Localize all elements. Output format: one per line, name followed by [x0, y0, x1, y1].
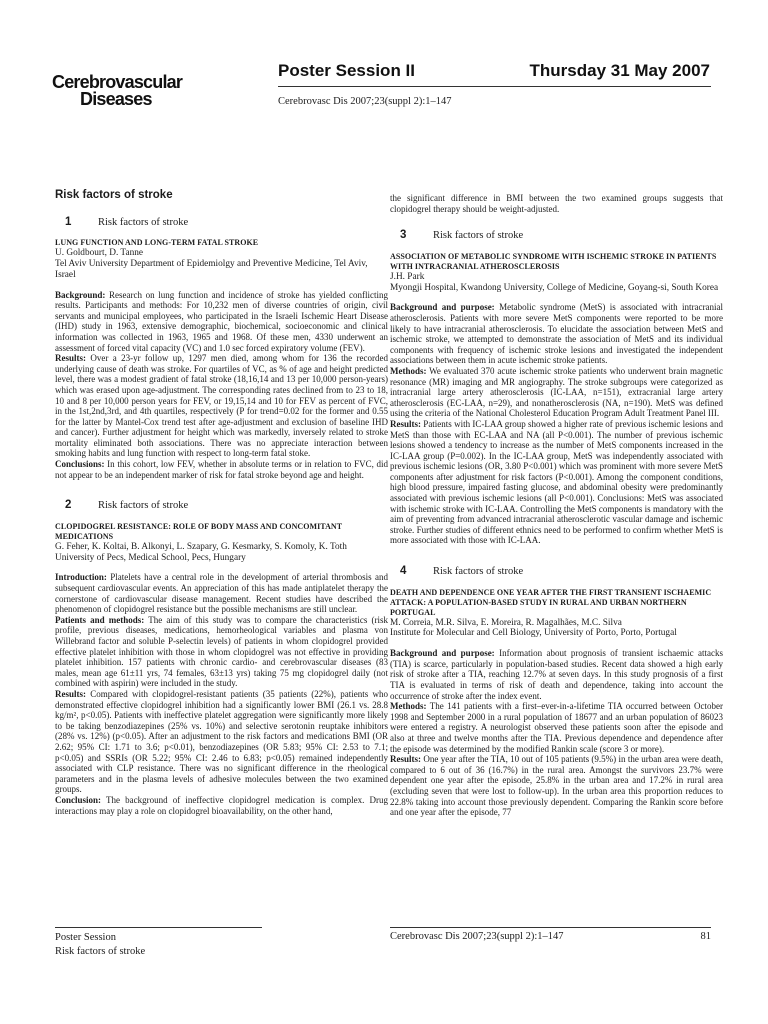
footer-section: Risk factors of stroke: [55, 946, 146, 957]
footer-citation: Cerebrovasc Dis 2007;23(suppl 2):1–147: [390, 931, 564, 942]
paragraph-label: Results:: [390, 754, 421, 765]
abstract-body: [390, 302, 723, 546]
abstract-authors: G. Feher, K. Koltai, B. Alkonyi, L. Szapary, G. Kesmarky, S. Komoly, K. Toth: [55, 541, 347, 552]
paragraph-text: One year after the TIA, 10 out of 105 patients (9.5%) in the urban area were death, compared to 6 out of 36 (16.7%) in the rural area. Amongst the survivors 23.7% were dependent one year after the episode, 25.8% in the urban area and 17.2% in rural area (excluding seven that were lost to follow-up). In the urban area this proportion reduces to 22.8% taking into account those previously dependent. Comparing the Rankin score before and one year after the episode, 77: [390, 754, 723, 818]
abstract-title: LUNG FUNCTION AND LONG-TERM FATAL STROKE: [55, 238, 259, 248]
session-title: Poster Session II: [278, 61, 415, 80]
header-citation: Cerebrovasc Dis 2007;23(suppl 2):1–147: [278, 96, 452, 107]
session-date: Thursday 31 May 2007: [529, 61, 710, 80]
paragraph-text: In this cohort, low FEV, whether in absolute terms or in relation to FVC, did not appear to be an independent marker of risk for fatal stroke beyond age and height.: [55, 459, 388, 480]
section-title: Risk factors of stroke: [55, 189, 173, 201]
paragraph-label: Background and purpose:: [390, 648, 495, 659]
abstract-2-continued: [390, 193, 723, 214]
paragraph-text: The background of ineffective clopidogrel medication is complex. Drug interactions may play a role on clopidogrel bioavailability, on the other hand,: [55, 794, 388, 816]
footer-left: [55, 931, 145, 959]
paragraph-label: Conclusion:: [55, 794, 102, 805]
paragraph-text: Patients with IC-LAA group showed a higher rate of previous ischemic lesions and MetS than those with EC-LAA and NA (all P<0.001). The number of previous ischemic lesions showed a tendency to increase as the number of MetS components increased in the IC-LAA group (P=0.002). In the IC-LAA group, MetS was independently associated with previous ischemic lesions (OR, 3.80 P<0.001) which was prominent with more severe MetS components after adjustment for risk factors (P<0.001). Among the component conditions, high blood pressure, impaired fasting glucose, and abdominal obesity were predominantly associated with previous ischemic lesions (all P<0.001). Conclusions: MetS was associated with ischemic stroke with IC-LAA. Controlling the MetS components is mandatory with the aim of preventing from advanced intracranial atherosclerotic vascular damage and ischemic stroke. Further studies of different ethnics need to be performed to confirm whether MetS is more associated with those with IC-LAA.: [390, 418, 723, 546]
abstract-3: [390, 230, 723, 546]
abstract-2: [55, 500, 388, 816]
abstract-number: 4: [400, 565, 407, 578]
paragraph-text: Metabolic syndrome (MetS) is associated with intracranial atherosclerosis. Patients with more severe MetS components were reported to be more likely to have intracranial atherosclerosis. To elucidate the association between MetS and ischemic stroke, we attempted to demonstrate the association of MetS and its individual components with frequency of ischemic stroke lesions and investigated the independent associations between them in acute ischemic stroke patients.: [390, 302, 723, 366]
paragraph-label: Patients and methods:: [55, 614, 145, 625]
abstract-authors: J.H. Park: [390, 271, 425, 282]
abstract-number: 1: [65, 215, 72, 228]
abstract-number: 2: [65, 499, 72, 512]
abstract-institution: Myongji Hospital, Kwandong University, College of Medicine, Goyang-si, South Korea: [390, 282, 719, 293]
paragraph-label: Background and purpose:: [390, 302, 495, 313]
paragraph-text: Compared with clopidogrel-resistant patients (35 patients (22%), patients who demonstrated effective clopidogrel inhibition had a significantly lower BMI (26.1 vs. 28.8 kg/m², p<0.05). Patients with ineffective platelet aggregation were significantly more likely to be taking benzodiazepines (25% vs. 10%) and selective serotonin reuptake inhibitors (28% vs. 12%) (p<0.05). After an adjustment to the risk factors and medications BMI (OR 2.62; 95% CI: 1.71 to 3.6; p<0.01), benzodiazepines (OR 5.83; 95% CI: 2.53 to 7.1; p<0.05) and SSRIs (OR 5.22; 95% CI: 2.46 to 6.83; p<0.05) remained independently associated with CLP resistance. There was no significant difference in the rheological parameters and in the plasma levels of adhesive molecules between the two examined groups.: [55, 688, 388, 795]
logo-line-2: Diseases: [80, 89, 152, 109]
paragraph-text: the significant difference in BMI between the two examined groups suggests that clopidogrel therapy should be weight-adjusted.: [390, 193, 723, 214]
paragraph-label: Background:: [55, 289, 106, 300]
abstract-category: Risk factors of stroke: [433, 230, 524, 242]
paragraph-label: Methods:: [390, 701, 427, 712]
paragraph-text: Research on lung function and incidence of stroke has yielded conflicting results. Participants and methods: For 10,232 men of diverse countries of origin, civil servants and municipal employees, who participated in the Israeli Ischemic Heart Disease (IHD) study in 1963, extensive demographic, biochemical, socioeconomic and clinical information was collected in 1963, 1965 and 1968. Of these men, 4330 underwent an assessment of forced vital capacity (VC) and 1.0 sec forced expiratory volume (FEV).: [55, 289, 388, 353]
right-column: [390, 193, 723, 818]
header-divider: [278, 86, 711, 87]
abstract-authors: U. Goldbourt, D. Tanne: [55, 248, 144, 259]
paragraph-label: Conclusions:: [55, 459, 105, 470]
paragraph-text: Over a 23-yr follow up, 1297 men died, among whom for 136 the recorded underlying cause of death was stroke. For quartiles of VC, as % of age and height predicted level, there was a modest gradient of fatal stroke (18,16,14 and 13 per 10,000 person-years) which was erased upon age-adjustment. The corresponding rates declined from to 23 to 18, 10 and 8 per 10,000 person years for FEV, or 19,15,14 and 10 for FEV as percent of FVC, in the 1st,2nd,3rd, and 4th quartiles, respectively (P for trend=0.02 for the former and 0.55 for the latter by Mantel-Cox trend test after age-adjustment and exclusion of baseline IHD and cancer). Further adjustment for height which was markedly, inversely related to stroke mortality eliminated both associations. There was no appreciate interaction between smoking habits and lung function with respect to long-term fatal stoke.: [55, 353, 388, 459]
abstract-4: [390, 566, 723, 818]
abstract-authors: M. Correia, M.R. Silva, E. Moreira, R. Magalhães, M.C. Silva: [390, 617, 622, 628]
paragraph-label: Results:: [55, 688, 86, 699]
abstract-body: [390, 648, 723, 818]
abstract-title: DEATH AND DEPENDENCE ONE YEAR AFTER THE FIRST TRANSIENT ISCHAEMIC ATTACK: A POPULATION-BASED STUDY IN RURAL AND URBAN NORTHERN PORTUGAL: [390, 587, 712, 617]
page-number: 81: [700, 931, 711, 942]
paragraph-label: Results:: [55, 353, 86, 364]
abstract-header: [55, 217, 388, 229]
abstract-header: [55, 500, 388, 512]
abstract-category: Risk factors of stroke: [98, 216, 189, 228]
abstract-title: ASSOCIATION OF METABOLIC SYNDROME WITH ISCHEMIC STROKE IN PATIENTS WITH INTRACRANIAL ATHEROSCLEROSIS: [390, 251, 717, 271]
footer-session: Poster Session: [55, 932, 116, 943]
footer-divider-left: [55, 927, 262, 928]
paragraph-text: Information about prognosis of transient ischaemic attacks (TIA) is scarce, particularly in population-based studies. Recent data showed a high early risk of stroke after a TIA, reaching 12.7% at seven days. In this study prognosis of a first TIA is evaluated in terms of risk of death and dependence, taking into account the occurrence of stroke after the index event.: [390, 648, 723, 701]
paragraph-text: The 141 patients with a first–ever-in-a-lifetime TIA occurred between October 1998 and September 2000 in a rural population of 18677 and an urban population of 86023 were entered a registry. A neurologist observed these patients soon after the episode and also at three and twelve months after the TIA. Previous dependence and dependence after the episode was determined by the modified Rankin scale (score 3 or more).: [390, 701, 723, 754]
abstract-body: [55, 572, 388, 816]
paragraph-label: Results:: [390, 418, 421, 429]
abstract-category: Risk factors of stroke: [98, 500, 189, 512]
paragraph-label: Methods:: [390, 365, 427, 376]
paragraph-text: The aim of this study was to compare the characteristics (risk profile, previous diseases, medications, hemorheological variables and plasma von Willebrand factor and soluble P-selectin levels) of patients in whom clopidogrel provided effective platelet inhibition with those in whom clopidogrel was not effective in providing platelet inhibition. 157 patients with chronic cardio- and cerebrovascular diseases (83 males, mean age 61±11 yrs, 74 females, 63±13 yrs) taking 75 mg clopidogrel daily (not combined with aspirin) were included in the study.: [55, 614, 388, 689]
abstract-header: [390, 566, 723, 578]
abstract-category: Risk factors of stroke: [433, 566, 524, 578]
paragraph-label: Introduction:: [55, 572, 107, 583]
paragraph-text: Platelets have a central role in the development of arterial thrombosis and subsequent cardiovascular events. An appreciation of this has made antiplatelet therapy the cornerstone of cardiovascular disease management. Recent studies have described the phenomenon of clopidogrel resistance but the possible mechanisms are still unclear.: [55, 572, 388, 615]
abstract-header: [390, 230, 723, 242]
abstract-institution: Institute for Molecular and Cell Biology, University of Porto, Porto, Portugal: [390, 628, 677, 639]
logo-line-1: Cerebrovascular: [52, 72, 183, 92]
abstract-institution: Tel Aviv University Department of Epidemiolgy and Preventive Medicine, Tel Aviv, Israel: [55, 258, 368, 280]
abstract-body: [55, 290, 388, 481]
paragraph-text: We evaluated 370 acute ischemic stroke patients who underwent brain magnetic resonance (MR) imaging and MR angiography. The stroke subgroups were categorized as intracranial large artery atherosclerosis (IC-LAA, n=151), extracranial large artery atherosclerosis (EC-LAA, n=29), and nonatherosclerosis (NA, n=190). MetS was defined using the criteria of the National Cholesterol Education Program Adult Treatment Panel III.: [390, 365, 723, 419]
abstract-institution: University of Pecs, Medical School, Pecs, Hungary: [55, 552, 246, 563]
footer-divider-right: [390, 927, 711, 928]
abstract-number: 3: [400, 229, 407, 242]
left-column: [55, 190, 388, 816]
abstract-title: CLOPIDOGREL RESISTANCE: ROLE OF BODY MASS AND CONCOMITANT MEDICATIONS: [55, 521, 342, 541]
abstract-1: [55, 217, 388, 481]
journal-logo: [52, 74, 182, 108]
